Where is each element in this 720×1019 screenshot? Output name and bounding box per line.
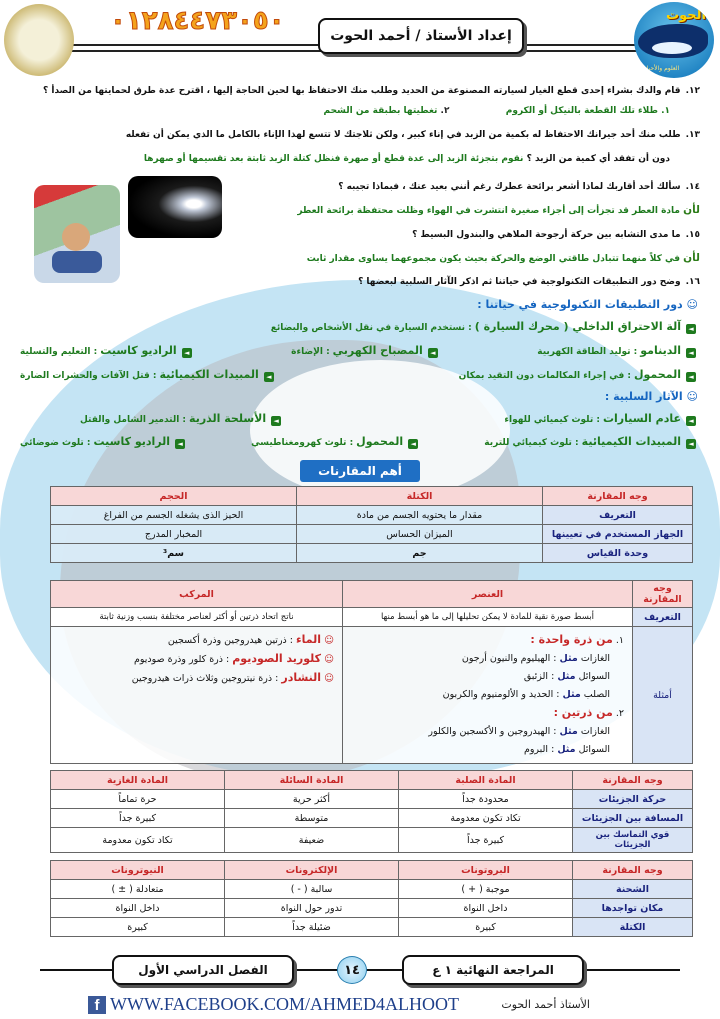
tech-role-row-1: [20, 320, 696, 333]
item-desc: : التدمير الشامل والقتل: [80, 415, 187, 425]
table-cell: تكاد تكون معدومة: [399, 809, 573, 828]
table-row: [51, 828, 693, 853]
row-header-cell: الشحنة: [573, 880, 693, 899]
facebook-icon: f: [88, 996, 106, 1014]
header-cell: المادة الصلبة: [399, 771, 573, 790]
table-cell: أبسط صورة نقية للمادة لا يمكن تحليلها إلى ما هو أبسط منها: [343, 608, 633, 627]
item-term: المبيدات الكيميائية: [581, 435, 681, 448]
header-cell: وجه المقارنة: [573, 771, 693, 790]
swing-seat: [52, 251, 102, 273]
table-row: [51, 899, 693, 918]
example-marker: مثل: [562, 689, 581, 700]
author-label: إعداد الأستاذ / أحمد الحوت: [318, 18, 524, 54]
element-example: [351, 741, 624, 759]
negative-item: [504, 412, 696, 425]
question-16: [358, 277, 700, 287]
table-cell: المخبار المدرج: [51, 525, 297, 544]
smiley-icon: ☺: [321, 635, 334, 646]
item-desc: : تلوث كيميائي للتربة: [484, 438, 579, 448]
table-header-row: [51, 487, 693, 506]
states-of-matter-table: [50, 770, 693, 853]
item-term: المبيدات الكيميائية: [159, 368, 259, 381]
heading-text: دور التطبيقات التكنولوجية في حياتنا :: [477, 298, 683, 311]
answer-number: ١.: [661, 106, 670, 116]
item-term: آلة الاحتراق الداخلي ( محرك السيارة ): [474, 320, 681, 333]
negative-item: [20, 435, 185, 448]
element-compound-table: [50, 580, 693, 764]
state-label: السوائل: [578, 671, 610, 682]
element-examples-cell: [343, 627, 633, 764]
table-row: [51, 918, 693, 937]
brand-subtitle: العلوم والأحياء: [644, 65, 680, 72]
state-label: الغازات: [580, 726, 610, 737]
element-example: [351, 686, 624, 704]
group-number: ٢.: [615, 708, 624, 719]
table-cell: داخل النواة: [51, 899, 225, 918]
compound-name: النشادر: [281, 671, 322, 684]
item-term: المحمول: [356, 435, 404, 448]
row-header-cell: قوي التماسك بين الجزيئات: [573, 828, 693, 853]
item-desc: : نستخدم السيارة في نقل الأشخاص والبضائع: [270, 323, 472, 333]
item-term: الراديو كاسيت: [93, 435, 171, 448]
arrow-box-icon: ◄: [686, 348, 696, 358]
question-12-answers: [324, 106, 670, 116]
item-desc: : تلوث ضوضائي: [20, 438, 91, 448]
answer-lead: لأن: [683, 204, 700, 216]
table-cell: تكاد تكون معدومة: [51, 828, 225, 853]
answer-text: مادة العطر قد تجزأت إلى أجزاء صغيرة انتشرت في الهواء وظلت محتفظة برائحة العطر: [297, 206, 680, 216]
item-term: الراديو كاسيت: [100, 344, 177, 357]
example-marker: مثل: [559, 726, 578, 737]
arrow-box-icon: ◄: [686, 372, 696, 382]
table-header-row: [51, 861, 693, 880]
question-text: سألك أحد أقاربك لماذا أشعر برائحة عطرك رغم أنني بعيد عنك ، فبماذا تجيبه ؟: [338, 182, 681, 192]
question-13-line2: [144, 154, 670, 164]
tech-item: [459, 368, 696, 381]
row-header-cell: المسافة بين الجزيئات: [573, 809, 693, 828]
item-term: المحمول: [633, 368, 681, 381]
negative-item: [251, 435, 418, 448]
element-example: [351, 650, 624, 668]
answer-number: ٢.: [440, 106, 450, 116]
item-term: المصباح الكهربي: [332, 344, 423, 357]
question-text: ما مدى التشابه بين حركة أرجوحة الملاهي والبندول البسيط ؟: [412, 230, 681, 240]
question-text: قام والدك بشراء إحدى قطع الغيار لسيارته المصنوعة من الحديد وطلب منك الاحتفاظ بها لحين الحاجة إليها ، اقترح عدة طرق لحمايتها من الصدأ ؟: [43, 86, 681, 96]
compound-value: : ذرتين هيدروجين وذرة أكسجين: [167, 635, 293, 646]
subatomic-particles-table: [50, 860, 693, 937]
example-value: : الهيليوم والنيون أرجون: [461, 653, 557, 664]
example-value: : الحديد و الألومنيوم والكربون: [442, 689, 560, 700]
table-cell: ناتج اتحاد ذرتين أو أكثر لعناصر مختلفة بنسب وزنية ثابتة: [51, 608, 343, 627]
compound-value: : ذرة نيتروجين وثلاث ذرات هيدروجين: [131, 673, 279, 684]
compound-value: : ذرة كلور وذرة صوديوم: [133, 654, 230, 665]
smiley-icon: ☺: [321, 673, 334, 684]
arrow-box-icon: ◄: [428, 348, 438, 358]
group-title: من ذرة واحدة :: [530, 633, 613, 646]
element-example: [351, 668, 624, 686]
tech-role-row-3: [20, 368, 696, 381]
answer-text: تغطيتها بطبقة من الشحم: [323, 106, 438, 116]
tech-item: [291, 344, 438, 357]
table-cell: سالبة ( - ): [225, 880, 399, 899]
child-figure: [62, 223, 90, 251]
tech-item: [20, 344, 192, 357]
question-number: ١٤.: [685, 182, 700, 192]
table-cell: مقدار ما يحتويه الجسم من مادة: [297, 506, 543, 525]
page-number: ١٤: [337, 956, 367, 984]
negative-row-2: [20, 435, 696, 448]
question-number: ١٦.: [685, 277, 700, 287]
table-cell: حرة تماماً: [51, 790, 225, 809]
table-cell: جم: [297, 544, 543, 563]
question-15-answer: [128, 252, 700, 264]
example-value: : البروم: [523, 744, 555, 755]
header-cell: المركب: [51, 581, 343, 608]
example-value: : الزئبق: [523, 671, 555, 682]
whale-logo: [634, 2, 714, 78]
group-number: ١.: [615, 635, 624, 646]
table-row: [51, 608, 693, 627]
header-cell: النيوترونات: [51, 861, 225, 880]
row-header-cell: مكان تواجدها: [573, 899, 693, 918]
table-row: [51, 525, 693, 544]
row-header-cell: الكتلة: [573, 918, 693, 937]
table-cell: كبيرة جداً: [399, 828, 573, 853]
facebook-link[interactable]: [88, 994, 459, 1015]
element-group-2-title: [351, 704, 624, 723]
header-cell: الإلكترونات: [225, 861, 399, 880]
state-label: السوائل: [578, 744, 610, 755]
table-row: [51, 627, 693, 764]
compound-example: [59, 669, 334, 688]
smiley-icon: ☺: [321, 654, 334, 665]
arrow-box-icon: ◄: [182, 348, 192, 358]
example-value: : الهيدروجين و الأكسجين والكلور: [428, 726, 557, 737]
compound-name: الماء: [296, 633, 322, 646]
question-text: طلب منك أحد جيرانك الاحتفاظ له بكمية من الزبد في إناء كبير ، ولكن ثلاجتك لا تتسع لهذا الإناء بالكامل ما الذي يمكن أن تفعله: [125, 130, 681, 140]
item-desc: : التعليم والتسلية: [20, 347, 98, 357]
row-header-cell: الجهاز المستخدم في تعيينها: [543, 525, 693, 544]
row-header-cell: وحدة القياس: [543, 544, 693, 563]
negative-item: [80, 412, 281, 425]
item-term: الأسلحة الذرية: [189, 412, 267, 425]
arrow-box-icon: ◄: [686, 324, 696, 334]
example-marker: مثل: [557, 671, 576, 682]
table-row: [51, 506, 693, 525]
table-header-row: [51, 771, 693, 790]
row-header-cell: التعريف: [543, 506, 693, 525]
table-row: [51, 880, 693, 899]
table-row: [51, 809, 693, 828]
element-example: [351, 723, 624, 741]
tech-item: [271, 320, 696, 333]
mass-volume-table: [50, 486, 693, 563]
arrow-box-icon: ◄: [175, 439, 185, 449]
table-row: [51, 544, 693, 563]
table-cell: الميزان الحساس: [297, 525, 543, 544]
example-marker: مثل: [559, 653, 578, 664]
state-label: الصلب: [583, 689, 610, 700]
header-cell: المادة الغازية: [51, 771, 225, 790]
negative-row-1: [80, 412, 696, 425]
header-cell: المادة السائلة: [225, 771, 399, 790]
element-group-1-title: [351, 631, 624, 650]
item-term: عادم السيارات: [602, 412, 681, 425]
answer-text: طلاء تلك القطعة بالنيكل أو الكروم: [505, 106, 658, 116]
tech-item: [537, 344, 696, 357]
row-header-cell: التعريف: [633, 608, 693, 627]
item-term: الدينامو: [640, 344, 681, 357]
state-label: الغازات: [580, 653, 610, 664]
table-cell: تدور حول النواة: [225, 899, 399, 918]
negative-item: [484, 435, 696, 448]
header-cell: العنصر: [343, 581, 633, 608]
arrow-box-icon: ◄: [408, 439, 418, 449]
term-label: الفصل الدراسي الأول: [112, 955, 294, 985]
facebook-url: WWW.FACEBOOK.COM/AHMED4ALHOOT: [110, 994, 459, 1014]
table-cell: كبيرة: [51, 918, 225, 937]
table-cell: كبيرة جداً: [51, 809, 225, 828]
brand-name: الحوت: [666, 8, 706, 23]
whale-belly: [652, 42, 692, 54]
arrow-box-icon: ◄: [271, 416, 281, 426]
item-desc: : تلوث كهرومغناطيسي: [251, 438, 354, 448]
table-header-row: [51, 581, 693, 608]
signature: الأستاذ أحمد الحوت: [501, 998, 590, 1011]
question-14-answer: [128, 204, 700, 216]
example-marker: مثل: [557, 744, 576, 755]
question-12: [20, 86, 700, 96]
left-logo-seal: [4, 4, 74, 76]
swing-photo: [34, 185, 120, 283]
table-cell: داخل النواة: [399, 899, 573, 918]
item-desc: : تلوث كيميائي للهواء: [504, 415, 600, 425]
table-cell: موجبة ( + ): [399, 880, 573, 899]
tech-role-row-2: [20, 344, 696, 357]
question-number: ١٥.: [685, 230, 700, 240]
smiley-icon: ☺: [682, 390, 698, 403]
header-cell: الحجم: [51, 487, 297, 506]
header-cell: البروتونات: [399, 861, 573, 880]
review-label: المراجعة النهائية ١ ع: [402, 955, 584, 985]
table-cell: الحيز الذى يشغله الجسم من الفراغ: [51, 506, 297, 525]
question-number: ١٣.: [685, 130, 700, 140]
question-text: دون أن تفقد أي كمية من الزبد ؟: [526, 154, 670, 164]
item-desc: : قتل الآفات والحشرات الضارة: [20, 371, 157, 381]
compound-name: كلوريد الصوديوم: [232, 652, 322, 665]
tech-role-heading: [477, 298, 698, 311]
answer-lead: لأن: [683, 252, 700, 264]
header-cell: الكتلة: [297, 487, 543, 506]
item-desc: : في إجراء المكالمات دون التقيد بمكان: [458, 371, 631, 381]
header-cell: وجه المقارنة: [633, 581, 693, 608]
header-cell: وجه المقارنة: [573, 861, 693, 880]
table-cell: ضئيلة جداً: [225, 918, 399, 937]
negative-effects-heading: [605, 390, 698, 403]
table-row: [51, 790, 693, 809]
comparisons-banner: أهم المقارنات: [300, 460, 420, 482]
compound-examples-cell: [51, 627, 343, 764]
group-title: من ذرتين :: [553, 706, 613, 719]
table-cell: كبيرة: [399, 918, 573, 937]
arrow-box-icon: ◄: [686, 439, 696, 449]
question-number: ١٢.: [685, 86, 700, 96]
table-cell: محدودة جداً: [399, 790, 573, 809]
row-header-cell: حركة الجزيئات: [573, 790, 693, 809]
header-cell: وجه المقارنة: [543, 487, 693, 506]
table-cell: سم³: [51, 544, 297, 563]
arrow-box-icon: ◄: [264, 372, 274, 382]
item-desc: : الإضاءة: [291, 347, 330, 357]
question-text: وضح دور التطبيقات التكنولوجية في حياتنا ثم اذكر الآثار السلبية لبعضها ؟: [358, 277, 681, 287]
table-cell: متعادلة ( ± ): [51, 880, 225, 899]
answer-text: نقوم بتجزئة الزبد إلى عدة قطع أو صهرة فنظل كتلة الزبد ثابتة بعد تقسيمها أو صهرها: [143, 154, 524, 164]
tech-item: [20, 368, 274, 381]
heading-text: الآثار السلبية :: [604, 390, 683, 403]
answer-text: في كلاً منهما تتبادل طاقتي الوضع والحركة بحيث يكون مجموعهما يساوى مقدار ثابت: [306, 254, 680, 264]
item-desc: : توليد الطاقة الكهربية: [537, 347, 638, 357]
smiley-icon: ☺: [682, 298, 698, 311]
compound-example: [59, 650, 334, 669]
question-14: [338, 182, 700, 192]
question-13: [20, 130, 700, 140]
table-cell: متوسطة: [225, 809, 399, 828]
row-header-cell: أمثلة: [633, 627, 693, 764]
arrow-box-icon: ◄: [686, 416, 696, 426]
table-cell: ضعيفة: [225, 828, 399, 853]
table-cell: أكثر حرية: [225, 790, 399, 809]
question-15: [412, 230, 700, 240]
compound-example: [59, 631, 334, 650]
phone-number: ٠١٢٨٤٤٧٣٠٥٠: [110, 6, 285, 36]
